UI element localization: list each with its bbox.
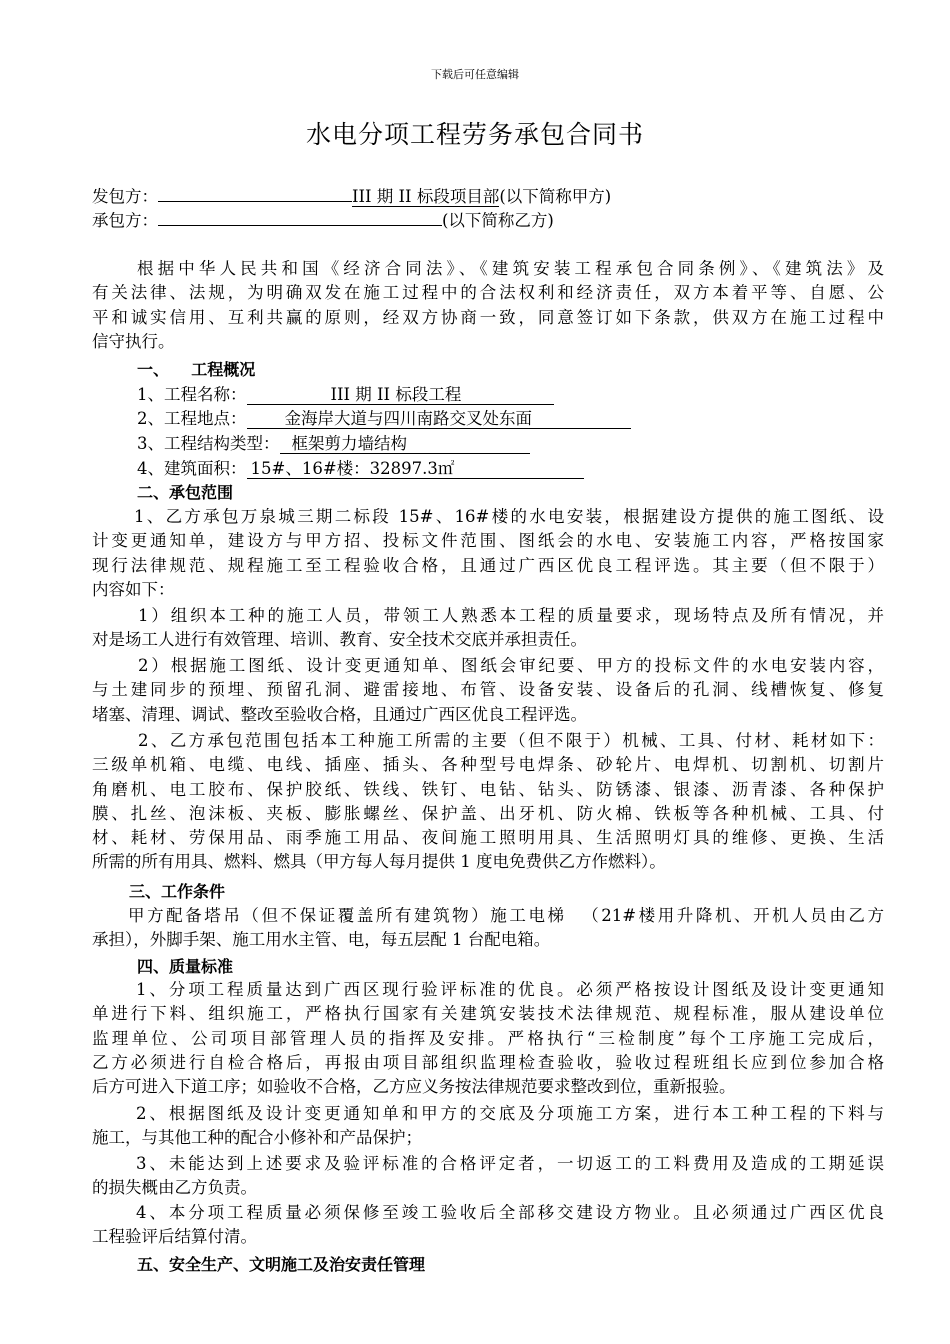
paragraph-line: 堵塞、清理、调试、整改至验收合格，且通过广西区优良工程评选。 [92, 704, 587, 724]
section-3-paragraph [92, 904, 884, 953]
project-name-value: III 期 II 标段工程 [247, 385, 554, 405]
building-area-line [137, 455, 584, 479]
party-a-value: III 期 II 标段项目部 [352, 187, 500, 206]
project-location-value: 金海岸大道与四川南路交叉处东面 [247, 409, 631, 429]
party-a-blank [158, 201, 352, 202]
section-4-paragraph-4 [92, 1201, 884, 1250]
paragraph-line: 2、乙方承包范围包括本工种施工所需的主要（但不限于）机械、工具、付材、耗材如下： [138, 731, 884, 750]
section-2-paragraph-1 [92, 505, 884, 602]
paragraph-line: 4、本分项工程质量必须保修至竣工验收后全部移交建设方物业。且必须通过广西区优良 [136, 1203, 884, 1222]
paragraph-line: 工程验评后结算付清。 [92, 1227, 257, 1247]
paragraph-line: 现行法律规范、规程施工至工程验收合格，且通过广西区优良工程评选。其主要（但不限于） [92, 555, 884, 575]
paragraph-line: 后方可进入下道工序；如验收不合格，乙方应义务按法律规范要求整改到位，重新报验。 [92, 1077, 736, 1097]
paragraph-line: 1、分项工程质量达到广西区现行验评标准的优良。必须严格按设计图纸及设计变更通知 [136, 980, 884, 999]
section-1-heading: 一、 工程概况 [137, 360, 256, 379]
party-a-suffix: (以下简称甲方) [499, 187, 612, 206]
party-a-line [92, 183, 611, 207]
section-2-heading: 二、承包范围 [137, 483, 234, 502]
intro-line: 有关法律、法规，为明确双发在施工过程中的合法权利和经济责任，双方本着平等、自愿、公 [92, 283, 884, 303]
paragraph-line: 监理单位、公司项目部管理人员的指挥及安排。严格执行“三检制度”每个工序施工完成后， [92, 1028, 884, 1048]
section-4-heading: 四、质量标准 [137, 957, 234, 976]
paragraph-line: 角磨机、电工胶布、保护胶纸、铁线、铁钉、电钻、钻头、防锈漆、银漆、沥青漆、各种保护 [92, 779, 884, 799]
paragraph-line: 2）根据施工图纸、设计变更通知单、图纸会审纪要、甲方的投标文件的水电安装内容， [138, 656, 884, 675]
section-2-paragraph-3 [92, 654, 884, 727]
structure-type-line [137, 430, 530, 454]
section-5-heading: 五、安全生产、文明施工及治安责任管理 [137, 1255, 426, 1274]
section-2-paragraph-4 [92, 729, 884, 875]
paragraph-line: 计变更通知单，建设方与甲方招、投标文件范围、图纸会的水电、安装施工内容，严格按国家 [92, 531, 884, 551]
party-b-suffix: (以下简称乙方) [442, 211, 554, 230]
intro-line: 平和诚实信用、互利共赢的原则，经双方协商一致，同意签订如下条款，供双方在施工过程中 [92, 307, 884, 327]
project-location-label: 2、工程地点： [137, 409, 247, 428]
document-title: 水电分项工程劳务承包合同书 [305, 120, 644, 149]
section-4-paragraph-1 [92, 978, 884, 1099]
paragraph-line: 乙方必须进行自检合格后，再报由项目部组织监理检查验收，验收过程班组长应到位参加合格 [92, 1052, 884, 1072]
paragraph-line: 3、未能达到上述要求及验评标准的合格评定者，一切返工的工料费用及造成的工期延误 [136, 1154, 884, 1173]
party-b-line [92, 207, 554, 231]
section-3-heading: 三、工作条件 [129, 882, 226, 901]
paragraph-line: 的损失概由乙方负责。 [92, 1178, 257, 1198]
paragraph-line: 施工，与其他工种的配合小修补和产品保护； [92, 1128, 422, 1148]
section-4-paragraph-3 [92, 1152, 884, 1201]
building-area-value: 15#、16#楼：32897.3㎡ [247, 459, 584, 479]
project-name-line [137, 381, 554, 405]
party-b-label: 承包方： [92, 211, 158, 230]
paragraph-line: 三级单机箱、电缆、电线、插座、插头、各种型号电焊条、砂轮片、电焊机、切割机、切割片 [92, 755, 884, 775]
party-a-label: 发包方： [92, 187, 158, 206]
paragraph-line: 与土建同步的预埋、预留孔洞、避雷接地、布管、设备安装、设备后的孔洞、线槽恢复、修复 [92, 680, 884, 700]
structure-type-value: 框架剪力墙结构 [280, 434, 530, 454]
paragraph-line: 所需的所有用具、燃料、燃具（甲方每人每月提供 1 度电免费供乙方作燃料）。 [92, 852, 666, 872]
building-area-label: 4、建筑面积： [137, 459, 247, 478]
paragraph-line: 甲方配备塔吊（但不保证覆盖所有建筑物）施工电梯 （21#楼用升降机、开机人员由乙方 [128, 906, 884, 925]
section-2-paragraph-2 [92, 604, 884, 653]
project-name-label: 1、工程名称： [137, 385, 247, 404]
project-location-line [137, 405, 631, 429]
paragraph-line: 膜、扎丝、泡沫板、夹板、膨胀螺丝、保护盖、出牙机、防火棉、铁板等各种机械、工具、付 [92, 803, 884, 823]
paragraph-line: 2、根据图纸及设计变更通知单和甲方的交底及分项施工方案，进行本工种工程的下料与 [136, 1104, 884, 1123]
party-b-blank [158, 225, 442, 226]
intro-line: 信守执行。 [92, 331, 175, 351]
section-4-paragraph-2 [92, 1102, 884, 1151]
paragraph-line: 1、乙方承包万泉城三期二标段 15#、16#楼的水电安装，根据建设方提供的施工图纸、设 [134, 507, 884, 526]
paragraph-line: 1）组织本工种的施工人员，带领工人熟悉本工程的质量要求，现场特点及所有情况，并 [138, 606, 884, 625]
structure-type-label: 3、工程结构类型： [137, 434, 280, 453]
paragraph-line: 内容如下： [92, 579, 175, 599]
header-note: 下载后可任意编辑 [431, 68, 519, 81]
intro-line: 根据中华人民共和国《经济合同法》、《建筑安装工程承包合同条例》、《建筑法》及 [137, 259, 884, 278]
paragraph-line: 材、耗材、劳保用品、雨季施工用品、夜间施工照明用具、生活照明灯具的维修、更换、生活 [92, 828, 884, 848]
paragraph-line: 单进行下料、组织施工，严格执行国家有关建筑安装技术法律规范、规程标准，服从建设单位 [92, 1004, 884, 1024]
intro-paragraph [92, 257, 884, 354]
paragraph-line: 对是场工人进行有效管理、培训、教育、安全技术交底并承担责任。 [92, 630, 587, 650]
paragraph-line: 承担），外脚手架、施工用水主管、电，每五层配 1 台配电箱。 [92, 930, 551, 950]
